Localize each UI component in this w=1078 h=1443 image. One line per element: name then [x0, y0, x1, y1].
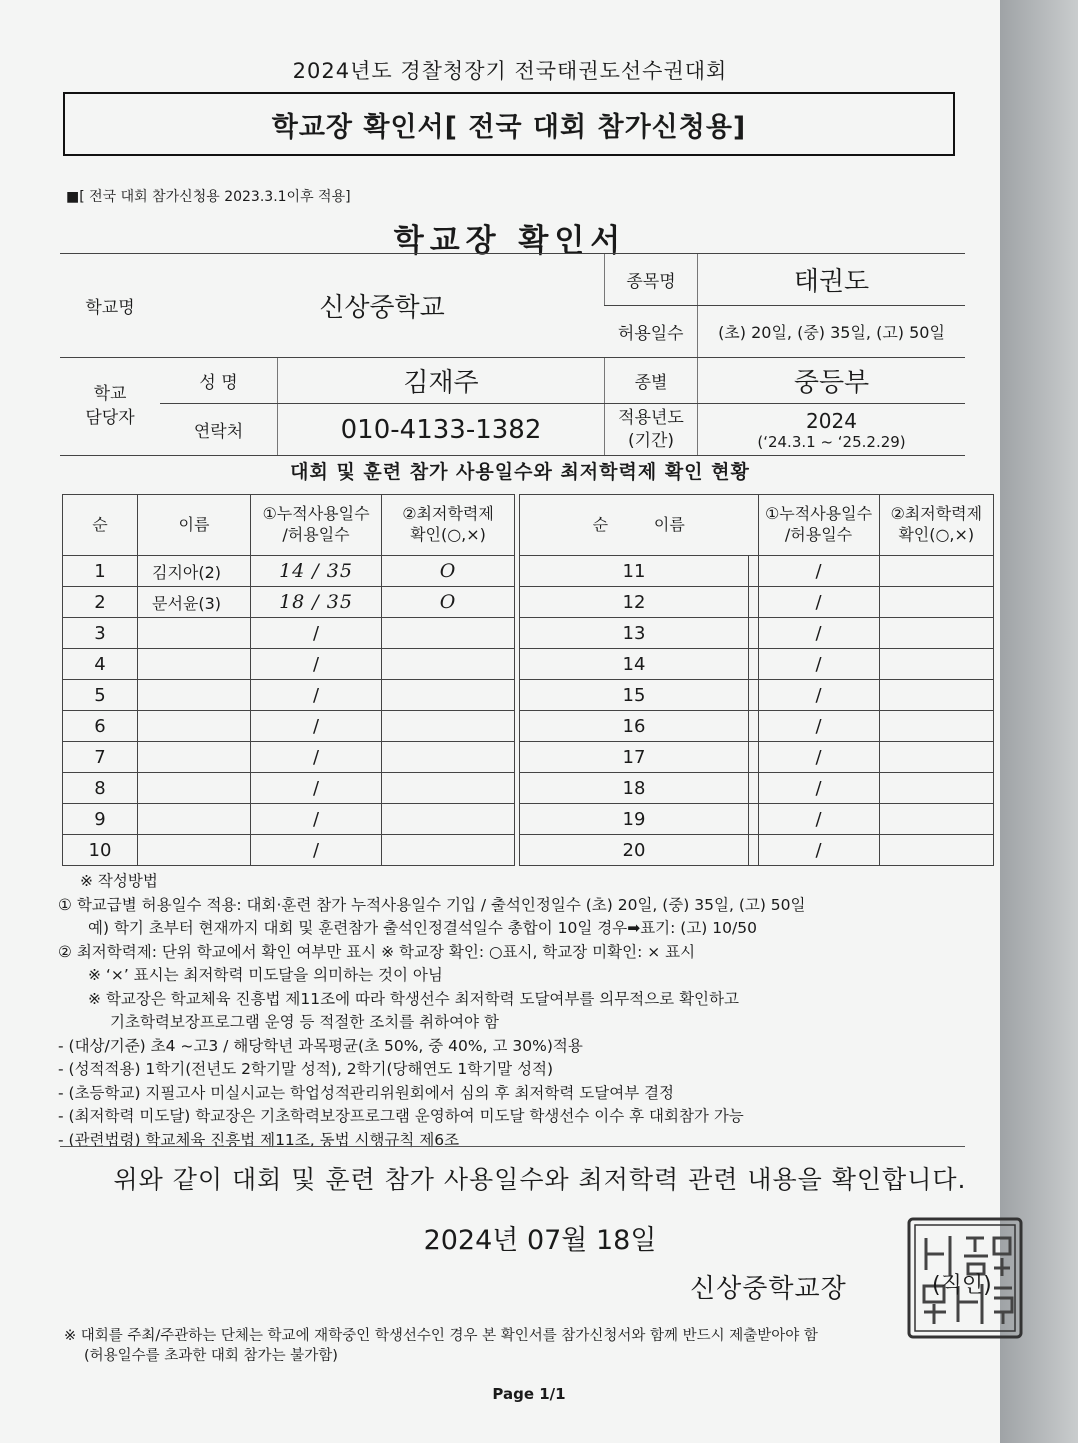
student-name-right: [748, 773, 758, 804]
manager-label: 학교 담당자: [60, 358, 160, 456]
student-name: [138, 680, 251, 711]
academic-check-right: [879, 835, 994, 866]
student-name-right: [748, 556, 758, 587]
row-number-right: 13: [520, 618, 749, 649]
issue-date: 2024년 07월 18일: [423, 1225, 657, 1256]
student-name: [138, 618, 251, 649]
student-name-right: [748, 680, 758, 711]
row-number: 8: [63, 773, 138, 804]
page-number: Page 1/1: [492, 1385, 566, 1403]
instruction-line: - (대상/기준) 초4 ~고3 / 해당학년 과목평균(초 50%, 중 40%, 고 30%)적용: [58, 1036, 583, 1055]
year-value: 2024: [806, 408, 857, 433]
usage-days-right: /: [758, 587, 879, 618]
academic-check: [382, 804, 515, 835]
table-row: [63, 835, 994, 866]
usage-days-right: /: [758, 649, 879, 680]
header-name: 이름: [138, 495, 251, 556]
academic-check: [382, 773, 515, 804]
info-table: [60, 253, 965, 456]
instruction-line: ② 최저학력제: 단위 학교에서 확인 여부만 표시 ※ 학교장 확인: ○표시, 학교장 미확인: × 표시: [58, 942, 696, 961]
principal-name: 신상중학교장: [690, 1274, 847, 1304]
student-name-right: [748, 804, 758, 835]
row-number: 3: [63, 618, 138, 649]
academic-check: [382, 680, 515, 711]
instruction-line: 예) 학기 초부터 현재까지 대회 및 훈련참가 출석인정결석일수 총합이 10일 경우➡표기: (고) 10/50: [88, 919, 757, 937]
divider-line: [60, 1146, 965, 1147]
usage-days-right: /: [758, 680, 879, 711]
section-title: 대회 및 훈련 참가 사용일수와 최저학력제 확인 현황: [290, 461, 750, 483]
academic-check-right: [879, 587, 994, 618]
academic-check-right: [879, 680, 994, 711]
row-number-right: 12: [520, 587, 749, 618]
row-number-right: 11: [520, 556, 749, 587]
row-number-right: 19: [520, 804, 749, 835]
row-number: 7: [63, 742, 138, 773]
academic-check: [382, 618, 515, 649]
academic-check-right: [879, 711, 994, 742]
document-title: 학교장 확인서: [393, 223, 627, 259]
instruction-line: ※ 작성방법: [80, 872, 158, 890]
footer-line-2: (허용일수를 초과한 대회 참가는 불가함): [84, 1348, 338, 1364]
usage-days: /: [251, 835, 382, 866]
student-name: 김지아(2): [138, 556, 251, 587]
student-name-right: [748, 587, 758, 618]
student-name: [138, 742, 251, 773]
year-label: 적용년도 (기간): [605, 404, 698, 456]
row-number-right: 20: [520, 835, 749, 866]
period-value: (‘24.3.1 ~ ‘25.2.29): [757, 432, 906, 451]
table-row: [63, 804, 994, 835]
student-name-right: [748, 618, 758, 649]
usage-days: /: [251, 649, 382, 680]
header-usage-right: ①누적사용일수 /허용일수: [758, 495, 879, 556]
table-row: [63, 649, 994, 680]
event-title: 2024년도 경찰청장기 전국태권도선수권대회: [292, 59, 728, 83]
applicability-note: ■[ 전국 대회 참가신청용 2023.3.1이후 적용]: [66, 189, 351, 205]
academic-check-right: [879, 618, 994, 649]
row-number: 9: [63, 804, 138, 835]
table-row: [63, 680, 994, 711]
row-number-right: 15: [520, 680, 749, 711]
usage-days: /: [251, 680, 382, 711]
usage-table: [62, 494, 994, 866]
days-label: 허용일수: [605, 306, 698, 358]
row-number-right: 18: [520, 773, 749, 804]
contact-value: 010-4133-1382: [278, 404, 605, 456]
row-number-right: 17: [520, 742, 749, 773]
instruction-line: - (성적적용) 1학기(전년도 2학기말 성적), 2학기(당해연도 1학기말 성적): [58, 1060, 554, 1078]
school-value: 신상중학교: [160, 254, 605, 358]
academic-check: O: [382, 556, 515, 587]
row-number: 2: [63, 587, 138, 618]
usage-days: /: [251, 773, 382, 804]
academic-check: [382, 711, 515, 742]
student-name: [138, 773, 251, 804]
name-label: 성 명: [160, 358, 278, 404]
usage-days-right: /: [758, 711, 879, 742]
row-number: 5: [63, 680, 138, 711]
division-value: 중등부: [698, 358, 965, 404]
usage-days: /: [251, 742, 382, 773]
contact-label: 연락처: [160, 404, 278, 456]
student-name: [138, 835, 251, 866]
footer-line-1: ※ 대회를 주최/주관하는 단체는 학교에 재학중인 학생선수인 경우 본 확인서를 참가신청서와 함께 반드시 제출받아야 함: [64, 1328, 818, 1344]
days-value: (초) 20일, (중) 35일, (고) 50일: [698, 306, 965, 358]
usage-days-right: /: [758, 618, 879, 649]
table-row: [63, 556, 994, 587]
usage-days: 18 / 35: [251, 587, 382, 618]
instruction-line: ※ 학교장은 학교체육 진흥법 제11조에 따라 학생선수 최저학력 도달여부를 의무적으로 확인하고: [88, 989, 739, 1008]
usage-days: /: [251, 804, 382, 835]
division-label: 종별: [605, 358, 698, 404]
usage-days-right: /: [758, 556, 879, 587]
seal-label: (직인): [932, 1273, 992, 1298]
usage-days: 14 / 35: [251, 556, 382, 587]
usage-days-right: /: [758, 804, 879, 835]
student-name-right: [748, 835, 758, 866]
header-check: ②최저학력제 확인(○,×): [382, 495, 515, 556]
academic-check-right: [879, 649, 994, 680]
confirmation-statement: 위와 같이 대회 및 훈련 참가 사용일수와 최저학력 관련 내용을 확인합니다.: [113, 1165, 967, 1194]
student-name: [138, 804, 251, 835]
usage-days: /: [251, 711, 382, 742]
row-number-right: 16: [520, 711, 749, 742]
academic-check-right: [879, 773, 994, 804]
row-number: 6: [63, 711, 138, 742]
table-row: [63, 587, 994, 618]
row-number: 1: [63, 556, 138, 587]
year-cell: [698, 404, 965, 456]
instruction-line: - (최저학력 미도달) 학교장은 기초학력보장프로그램 운영하여 미도달 학생선수 이수 후 대회참가 가능: [58, 1107, 744, 1125]
academic-check: [382, 649, 515, 680]
row-number: 4: [63, 649, 138, 680]
event-label: 종목명: [605, 254, 698, 306]
student-name: [138, 711, 251, 742]
header-no: 순: [63, 495, 138, 556]
row-number-right: 14: [520, 649, 749, 680]
academic-check: O: [382, 587, 515, 618]
academic-check: [382, 835, 515, 866]
usage-days-right: /: [758, 773, 879, 804]
header-no-name-right: 순 이름: [520, 495, 759, 556]
academic-check: [382, 742, 515, 773]
instruction-line: - (초등학교) 지필고사 미실시교는 학업성적관리위원회에서 심의 후 최저학력 도달여부 결정: [58, 1083, 675, 1102]
header-check-right: ②최저학력제 확인(○,×): [879, 495, 994, 556]
table-row: [63, 773, 994, 804]
instruction-line: - (관련법령) 학교체육 진흥법 제11조, 동법 시행규칙 제6조: [58, 1130, 460, 1149]
instruction-line: 기초학력보장프로그램 운영 등 적절한 조치를 취하여야 함: [110, 1013, 499, 1031]
academic-check-right: [879, 556, 994, 587]
writing-instructions: [58, 870, 978, 1152]
instruction-line: ※ ‘×’ 표시는 최저학력 미도달을 의미하는 것이 아님: [88, 966, 443, 984]
instruction-line: ① 학교급별 허용일수 적용: 대회·훈련 참가 누적사용일수 기입 / 출석인정일수 (초) 20일, (중) 35일, (고) 50일: [58, 895, 806, 914]
student-name-right: [748, 711, 758, 742]
event-value: 태권도: [698, 254, 965, 306]
usage-days-right: /: [758, 742, 879, 773]
row-number: 10: [63, 835, 138, 866]
student-name-right: [748, 649, 758, 680]
header-usage: ①누적사용일수 /허용일수: [251, 495, 382, 556]
table-row: [63, 711, 994, 742]
usage-days-right: /: [758, 835, 879, 866]
footer-note: [64, 1326, 818, 1366]
usage-days: /: [251, 618, 382, 649]
student-name: [138, 649, 251, 680]
student-name-right: [748, 742, 758, 773]
table-row: [63, 618, 994, 649]
table-row: [63, 742, 994, 773]
form-title-box: 학교장 확인서[ 전국 대회 참가신청용]: [63, 92, 955, 156]
academic-check-right: [879, 742, 994, 773]
school-label: 학교명: [60, 254, 160, 358]
student-name: 문서윤(3): [138, 587, 251, 618]
academic-check-right: [879, 804, 994, 835]
name-value: 김재주: [278, 358, 605, 404]
